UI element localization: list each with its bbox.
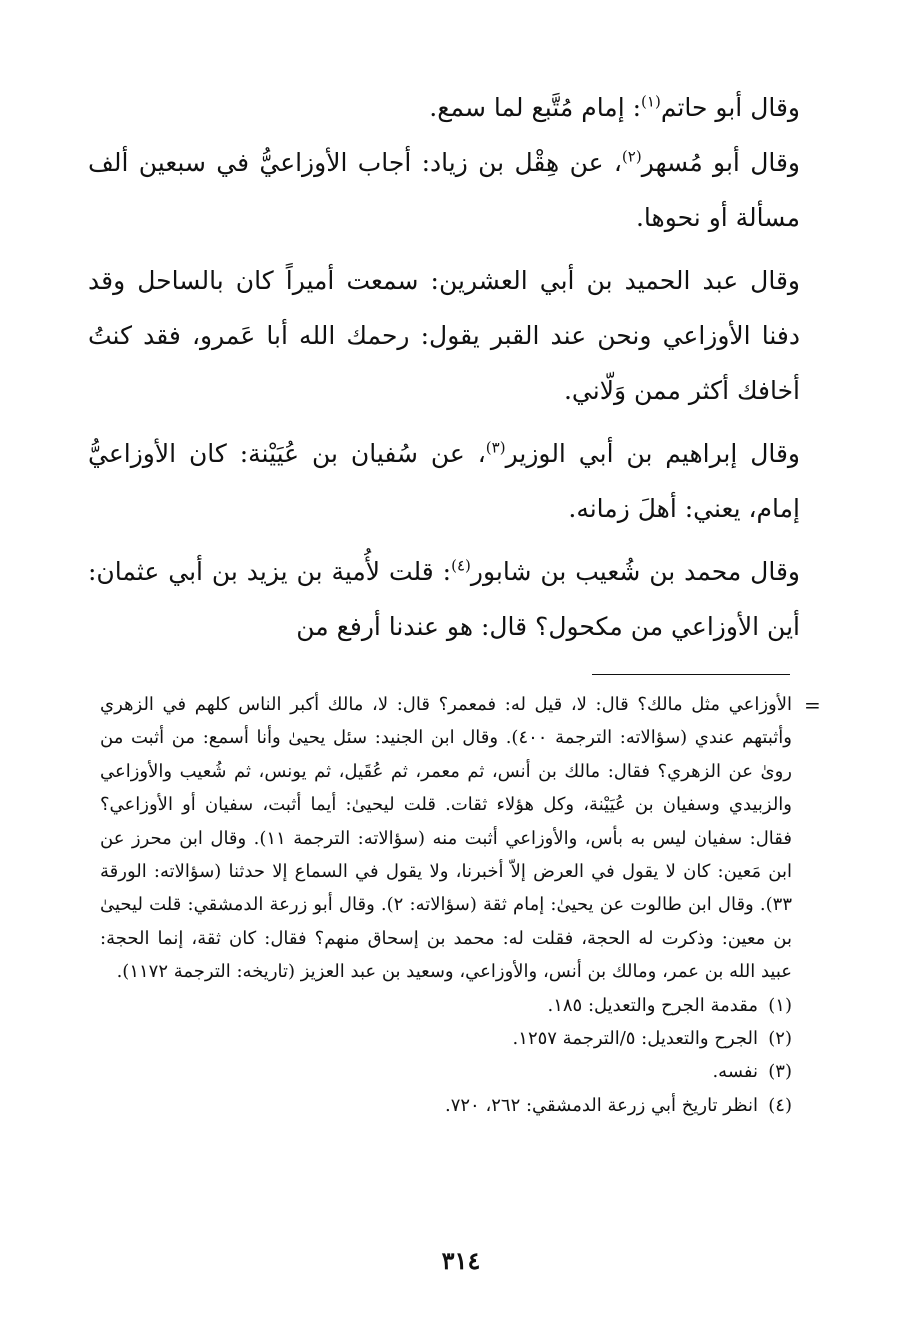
footnote-continuation: الأوزاعي مثل مالك؟ قال: لا، قيل له: فمعمر؟ قال: لا، مالك أكبر الناس كلهم في الزهري وأثبتهم عندي (سؤالاته: الترجمة ٤٠٠). وقال ابن الجنيد: سئل يحيىٰ وأنا أسمع: من أثبت من روىٰ عن الزهري؟ فقال: مالك بن أنس، ثم معمر، ثم عُقَيل، ثم يونس، ثم شُعيب والأوزاعي والزبيدي وسفيان بن عُيَيْنة، وكل هؤلاء ثقات. قلت ليحيىٰ: أيما أثبت، سفيان أو الأوزاعي؟ فقال: سفيان ليس به بأس، والأوزاعي أثبت منه (سؤالاته: الترجمة ١١). وقال ابن محرز عن ابن مَعين: كان لا يقول في العرض إلاّ أخبرنا، ولا يقول في السماع إلا حدثنا (سؤالاته: الورقة ٣٣). وقال ابن طالوت عن يحيىٰ: إمام ثقة (سؤالاته: ٢). وقال أبو زرعة الدمشقي: قلت ليحيىٰ بن معين: وذكرت له الحجة، فقلت له: محمد بن إسحاق منهم؟ فقال: كان ثقة، إنما الحجة: عبيد الله بن عمر، ومالك بن أنس، والأوزاعي، وسعيد بن عبد العزيز (تاريخه: الترجمة ١١٧٢). — [100, 694, 792, 983]
footnote-number: (١) — [768, 994, 792, 1016]
paragraph-text: : إمام مُتَّبع لما سمع. — [429, 93, 642, 122]
footnote-4 — [100, 1089, 792, 1122]
footnote-continuation-mark: = — [804, 693, 821, 717]
paragraph-text: ، عن سُفيان بن عُيَيْنة: كان الأوزاعيُّ إمام، يعني: أهلَ زمانه. — [88, 439, 800, 523]
footnote-text: انظر تاريخ أبي زرعة الدمشقي: ٢٦٢، ٧٢٠. — [444, 1094, 758, 1116]
paragraph-text: وقال محمد بن شُعيب بن شابور — [470, 557, 800, 586]
page-number: ٣١٤ — [441, 1246, 481, 1275]
footnote-ref-1[interactable]: (١) — [641, 92, 661, 111]
paragraph-abu-mushir — [88, 135, 800, 245]
footnote-text: مقدمة الجرح والتعديل: ١٨٥. — [547, 994, 758, 1016]
footnote-number: (٢) — [768, 1028, 792, 1050]
footnote-1 — [100, 989, 792, 1022]
footnote-text: نفسه. — [712, 1061, 758, 1083]
paragraph-muhammad-ibn-shuayb — [88, 544, 800, 654]
footnote-divider — [592, 674, 790, 675]
paragraph-ibrahim — [88, 426, 800, 536]
paragraph-abd-al-hamid — [88, 253, 800, 418]
footnote-3 — [100, 1055, 792, 1088]
footnote-number: (٣) — [768, 1061, 792, 1083]
paragraph-abu-hatim — [88, 80, 800, 135]
paragraph-text: ، عن هِقْل بن زياد: أجاب الأوزاعيُّ في سبعين ألف مسألة أو نحوها. — [88, 148, 800, 232]
footnote-text: الجرح والتعديل: ٥/الترجمة ١٢٥٧. — [512, 1028, 758, 1050]
footnote-list — [100, 989, 792, 1123]
footnote-ref-4[interactable]: (٤) — [451, 556, 471, 575]
paragraph-text: : قلت لأُمية بن يزيد بن أبي عثمان: أين الأوزاعي من مكحول؟ قال: هو عندنا أرفع من — [88, 557, 800, 641]
footnote-ref-2[interactable]: (٢) — [621, 147, 642, 166]
footnotes-section — [100, 688, 792, 1122]
footnote-2 — [100, 1022, 792, 1055]
main-text — [88, 80, 800, 662]
paragraph-text: وقال أبو حاتم — [660, 93, 800, 122]
paragraph-text: وقال أبو مُسهر — [641, 148, 801, 177]
footnote-number: (٤) — [768, 1094, 792, 1116]
paragraph-text: وقال إبراهيم بن أبي الوزير — [505, 439, 800, 468]
paragraph-text: وقال عبد الحميد بن أبي العشرين: سمعت أميراً كان بالساحل وقد دفنا الأوزاعي ونحن عند القبر يقول: رحمك الله أبا عَمرو، فقد كنتُ أخافك أكثر ممن وَلّاني. — [88, 266, 800, 405]
footnote-ref-3[interactable]: (٣) — [485, 438, 506, 457]
